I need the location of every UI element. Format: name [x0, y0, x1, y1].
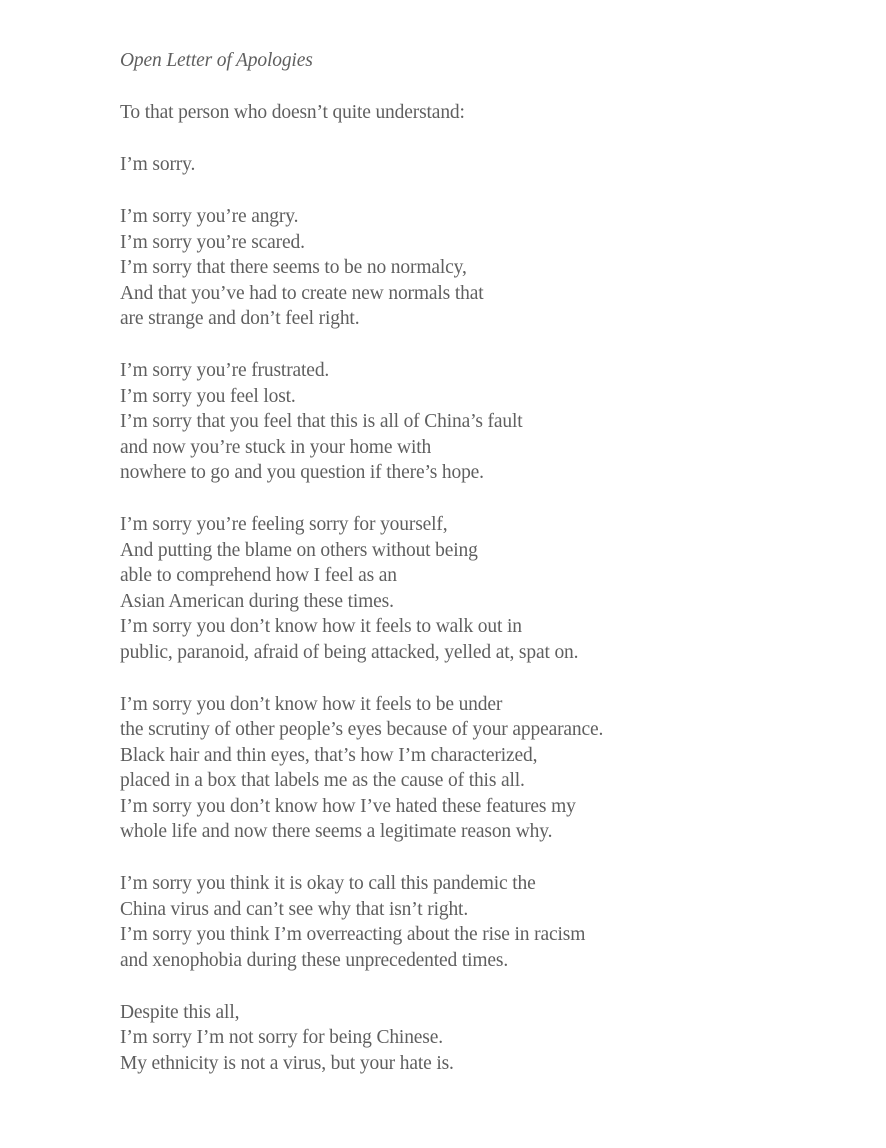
document-page: [120, 48, 840, 1076]
stanza-spacer: [120, 973, 840, 1000]
poem-line: I’m sorry.: [120, 154, 196, 175]
poem-line: And that you’ve had to create new normals that: [120, 282, 484, 304]
poem-line: I’m sorry that there seems to be no normalcy,: [120, 257, 467, 278]
stanza-spacer: [120, 845, 840, 872]
stanza: [120, 1000, 840, 1077]
poem-line: I’m sorry you think I’m overreacting about the rise in racism: [120, 924, 586, 945]
poem-line: and now you’re stuck in your home with: [120, 436, 432, 458]
poem-line: I’m sorry you feel lost.: [120, 385, 296, 407]
stanza: [120, 358, 840, 486]
poem-line: the scrutiny of other people’s eyes because of your appearance.: [120, 719, 604, 740]
poem-line: public, paranoid, afraid of being attacked, yelled at, spat on.: [120, 641, 579, 663]
poem-line: whole life and now there seems a legitimate reason why.: [120, 821, 553, 842]
poem-line: I’m sorry that you feel that this is all of China’s fault: [120, 411, 523, 432]
poem-line: I’m sorry you’re frustrated.: [120, 360, 330, 381]
poem-line: I’m sorry you don’t know how it feels to be under: [120, 693, 503, 715]
poem-line: And putting the blame on others without being: [120, 539, 478, 561]
poem-line: able to comprehend how I feel as an: [120, 565, 397, 586]
stanza-spacer: [120, 178, 840, 205]
document-title: Open Letter of Apologies: [120, 50, 313, 71]
poem-body: [120, 100, 840, 1076]
poem-line: placed in a box that labels me as the cause of this all.: [120, 770, 525, 791]
poem-line: Despite this all,: [120, 1001, 240, 1023]
poem-line: I’m sorry you’re scared.: [120, 231, 305, 253]
poem-line: Asian American during these times.: [120, 590, 394, 612]
poem-line: are strange and don’t feel right.: [120, 308, 360, 329]
stanza-spacer: [120, 126, 840, 153]
stanza: [120, 152, 840, 178]
poem-line: nowhere to go and you question if there’s hope.: [120, 462, 484, 483]
poem-line: I’m sorry you’re angry.: [120, 206, 299, 227]
stanza-spacer: [120, 332, 840, 359]
poem-line: I’m sorry I’m not sorry for being Chinese.: [120, 1027, 443, 1048]
stanza: [120, 692, 840, 845]
stanza: [120, 100, 840, 126]
stanza: [120, 204, 840, 332]
poem-line: I’m sorry you’re feeling sorry for yourself,: [120, 514, 448, 535]
poem-line: To that person who doesn’t quite understand:: [120, 102, 465, 123]
poem-line: and xenophobia during these unprecedented times.: [120, 949, 509, 971]
stanza-spacer: [120, 486, 840, 513]
poem-line: I’m sorry you don’t know how I’ve hated these features my: [120, 795, 576, 817]
stanza: [120, 871, 840, 973]
poem-line: I’m sorry you think it is okay to call this pandemic the: [120, 873, 536, 894]
poem-line: My ethnicity is not a virus, but your hate is.: [120, 1052, 454, 1074]
stanza: [120, 512, 840, 665]
poem-line: China virus and can’t see why that isn’t right.: [120, 898, 469, 920]
poem-line: I’m sorry you don’t know how it feels to walk out in: [120, 616, 522, 637]
poem-line: Black hair and thin eyes, that’s how I’m characterized,: [120, 744, 538, 766]
stanza-spacer: [120, 665, 840, 692]
stanza-spacer: [120, 74, 840, 101]
